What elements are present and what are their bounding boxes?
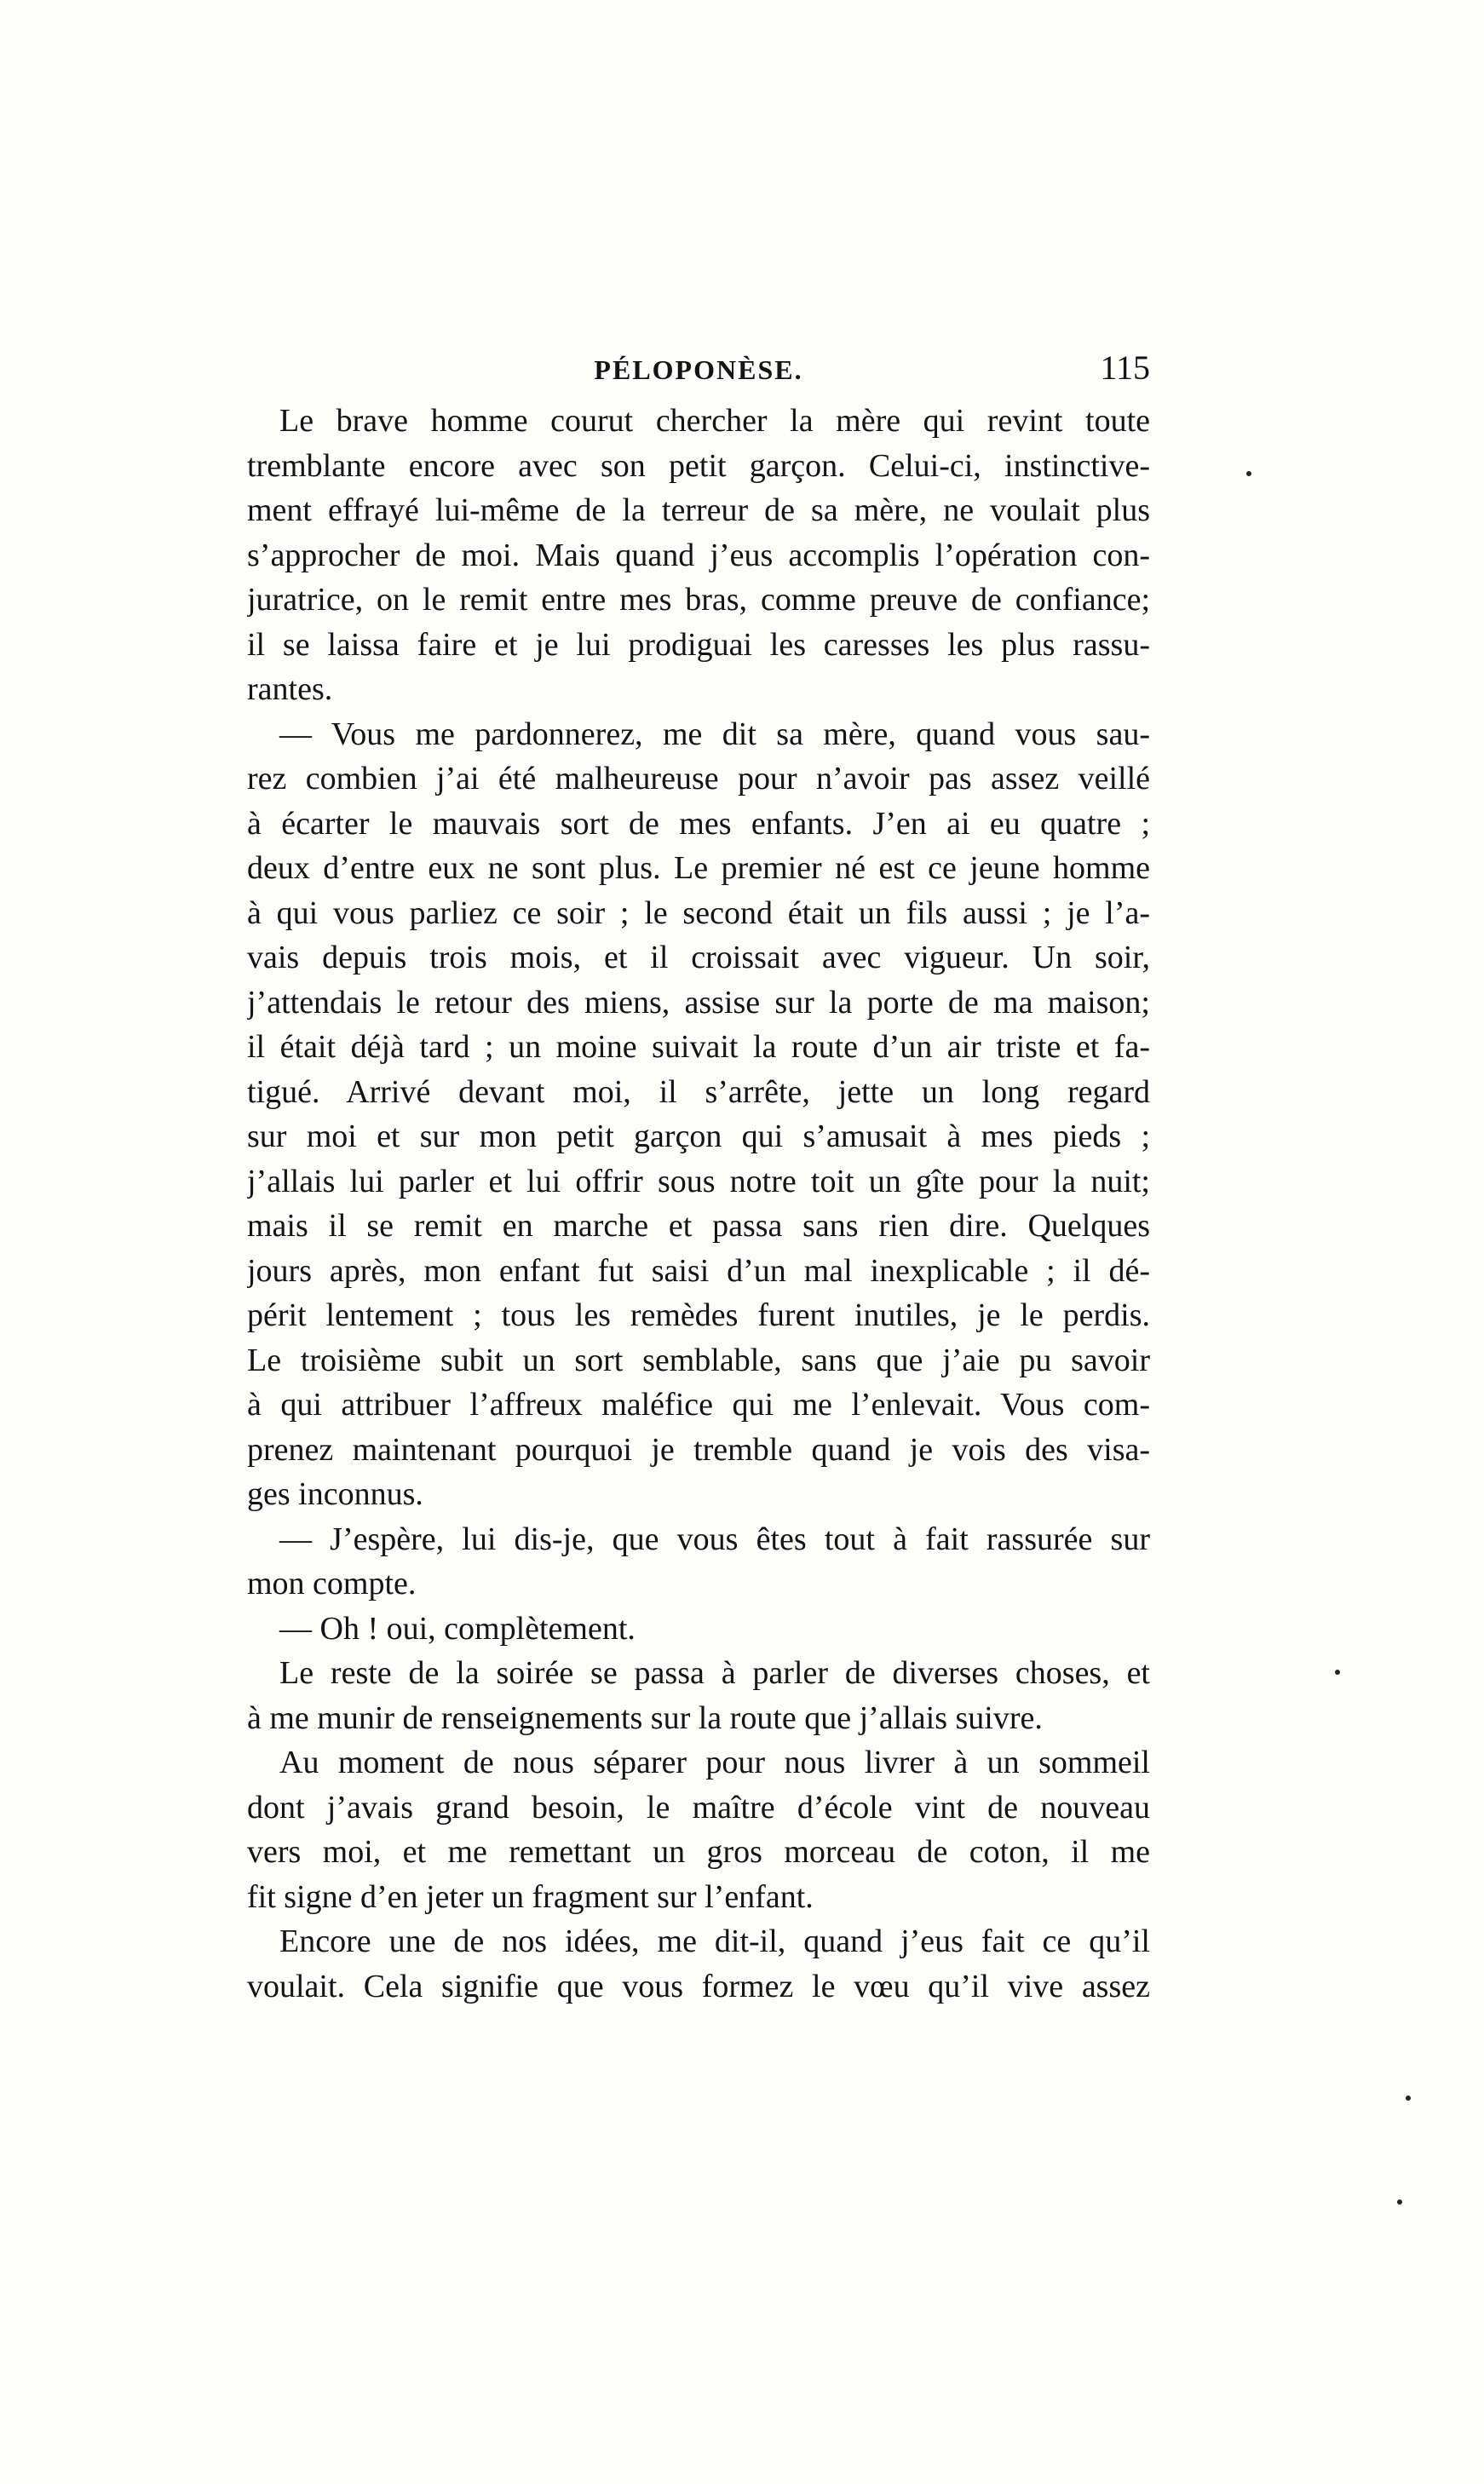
text-line: vers moi, et me remettant un gros morceau de coton, il me xyxy=(247,1834,1150,1870)
text-line: rez combien j’ai été malheureuse pour n’avoir pas assez veillé xyxy=(247,761,1150,796)
text-line: tigué. Arrivé devant moi, il s’arrête, jette un long regard xyxy=(247,1073,1150,1110)
scan-speck xyxy=(1406,2096,1411,2101)
text-line: deux d’entre eux ne sont plus. Le premier né est ce jeune homme xyxy=(247,850,1150,886)
text-line: prenez maintenant pourquoi je tremble quand je vois des visa- xyxy=(247,1431,1150,1468)
text-line: jours après, mon enfant fut saisi d’un mal inexplicable ; il dé- xyxy=(247,1252,1150,1289)
text-line: à qui attribuer l’affreux maléfice qui me l’enlevait. Vous com- xyxy=(247,1387,1150,1423)
text-line: Encore une de nos idées, me dit-il, quand j’eus fait ce qu’il xyxy=(279,1923,1150,1959)
text-line: mais il se remit en marche et passa sans rien dire. Quelques xyxy=(247,1208,1150,1244)
text-line: rantes. xyxy=(247,671,333,707)
text-line: Le reste de la soirée se passa à parler de diverses choses, et xyxy=(279,1655,1150,1691)
text-line: à qui vous parliez ce soir ; le second était un fils aussi ; je l’a- xyxy=(247,894,1150,931)
text-line: juratrice, on le remit entre mes bras, comme preuve de confiance; xyxy=(247,582,1150,618)
text-line: Le brave homme courut chercher la mère qui revint toute xyxy=(279,403,1150,439)
scan-speck xyxy=(1246,471,1251,476)
text-line: voulait. Cela signifie que vous formez le vœu qu’il vive assez xyxy=(247,1968,1150,2004)
page-number: 115 xyxy=(1100,348,1150,387)
text-line: Le troisième subit un sort semblable, sans que j’aie pu savoir xyxy=(247,1342,1150,1378)
text-line: périt lentement ; tous les remèdes furent inutiles, je le perdis. xyxy=(247,1297,1150,1333)
running-title: PÉLOPONÈSE. xyxy=(594,354,803,385)
scan-speck xyxy=(1335,1670,1340,1675)
text-line: à me munir de renseignements sur la route que j’allais suivre. xyxy=(247,1699,1043,1736)
text-line: tremblante encore avec son petit garçon. Celui-ci, instinctive- xyxy=(247,447,1150,484)
text-line: j’attendais le retour des miens, assise sur la porte de ma maison; xyxy=(247,984,1150,1021)
text-line: sur moi et sur mon petit garçon qui s’amusait à mes pieds ; xyxy=(247,1118,1150,1154)
text-line: il était déjà tard ; un moine suivait la route d’un air triste et fa- xyxy=(247,1029,1150,1065)
text-line: ment effrayé lui-même de la terreur de sa mère, ne voulait plus xyxy=(247,492,1150,528)
scan-speck xyxy=(1397,2199,1402,2205)
text-line: mon compte. xyxy=(247,1566,417,1601)
text-line: — Vous me pardonnerez, me dit sa mère, quand vous sau- xyxy=(279,716,1150,752)
text-line: fit signe d’en jeter un fragment sur l’enfant. xyxy=(247,1878,814,1915)
running-header xyxy=(247,348,1150,399)
text-line: dont j’avais grand besoin, le maître d’école vint de nouveau xyxy=(247,1789,1150,1826)
text-line: à écarter le mauvais sort de mes enfants. J’en ai eu quatre ; xyxy=(247,805,1150,842)
text-line: s’approcher de moi. Mais quand j’eus accomplis l’opération con- xyxy=(247,537,1150,573)
text-line: j’allais lui parler et lui offrir sous notre toit un gîte pour la nuit; xyxy=(247,1163,1150,1199)
text-line: — J’espère, lui dis-je, que vous êtes tout à fait rassurée sur xyxy=(279,1521,1150,1557)
body-text xyxy=(247,399,1150,2009)
text-line: ges inconnus. xyxy=(247,1476,423,1512)
text-line: Au moment de nous séparer pour nous livrer à un sommeil xyxy=(279,1745,1150,1780)
text-line: il se laissa faire et je lui prodiguai les caresses les plus rassu- xyxy=(247,626,1150,663)
text-line: — Oh ! oui, complètement. xyxy=(279,1610,636,1647)
text-line: vais depuis trois mois, et il croissait avec vigueur. Un soir, xyxy=(247,940,1150,975)
